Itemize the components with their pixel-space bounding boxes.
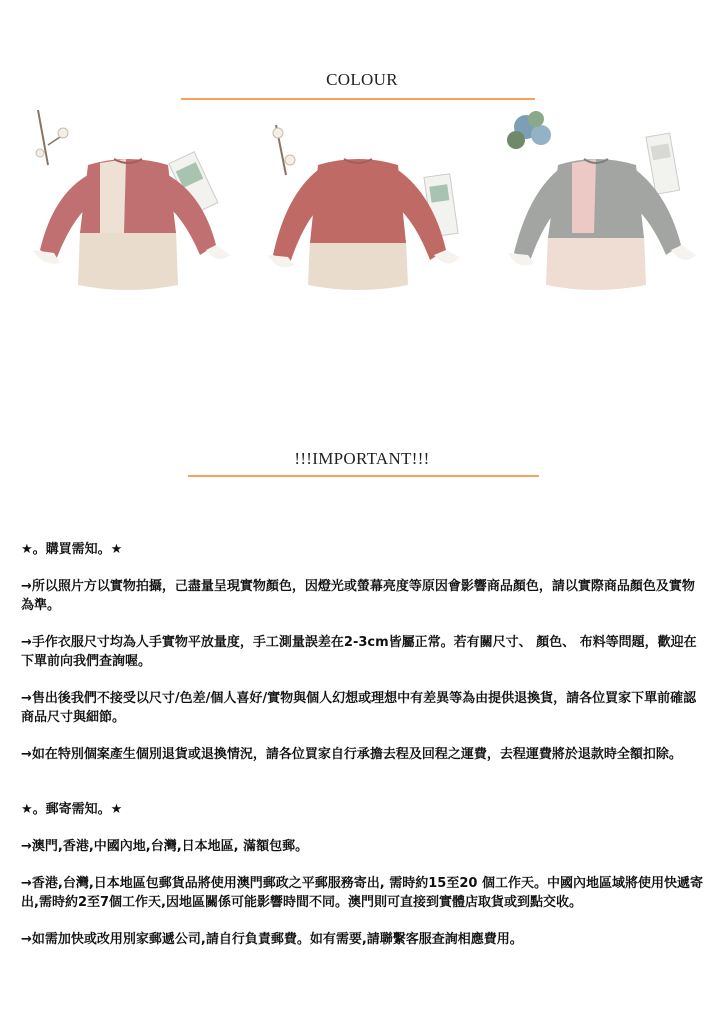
product-image-2 [248, 105, 468, 295]
colour-title: COLOUR [326, 70, 398, 89]
purchase-notice-item: →售出後我們不接受以尺寸/色差/個人喜好/實物與個人幻想或理想中有差異等為由提供退換貨，請各位買家下單前確認商品尺寸與細節。 [21, 691, 697, 725]
important-title: !!!IMPORTANT!!! [294, 449, 430, 468]
shipping-notice-heading: ★。郵寄需知。★ [21, 802, 123, 817]
flower-bouquet-icon [507, 111, 551, 149]
sweater-panel [100, 159, 126, 233]
colour-divider [181, 98, 535, 100]
purchase-notice-item: →如在特別個案產生個別退貨或退換情況，請各位買家自行承擔去程及回程之運費，去程運費將於退款時全額扣除。 [21, 747, 682, 762]
cotton-branch-icon [36, 110, 68, 165]
important-divider [188, 475, 539, 477]
purchase-notice-item: →所以照片方以實物拍攝，己盡量呈現實物顏色，因燈光或螢幕亮度等原因會影響商品顏色，請以實際商品顏色及實物為準。 [21, 579, 695, 613]
shipping-notice-item: →如需加快或改用別家郵遞公司,請自行負責郵費。如有需要,請聯繫客服查詢相應費用。 [21, 932, 523, 947]
product-image-3 [486, 105, 706, 295]
product-gallery [18, 105, 708, 295]
purchase-notice [21, 540, 706, 782]
cotton-branch-icon [273, 125, 295, 175]
shipping-notice [21, 800, 706, 967]
shirt-hem [78, 230, 178, 290]
product-image-1 [18, 105, 238, 295]
purchase-notice-item: →手作衣服尺寸均為人手實物平放量度，手工測量誤差在2-3cm皆屬正常。若有關尺寸、 顏色、 布料等問題，歡迎在下單前向我們查詢喔。 [21, 635, 697, 669]
purchase-notice-heading: ★。購買需知。★ [21, 542, 123, 557]
shipping-notice-item: →澳門,香港,中國內地,台灣,日本地區, 滿額包郵。 [21, 839, 309, 854]
sweater-body [80, 159, 176, 233]
shipping-notice-item: →香港,台灣,日本地區包郵貨品將使用澳門郵政之平郵服務寄出, 需時約15至20 個工作天。中國內地區域將使用快遞寄出,需時約2至7個工作天,因地區關係可能影響時間不同。澳門則可直接到實體店取貨或到點交收。 [21, 876, 703, 910]
